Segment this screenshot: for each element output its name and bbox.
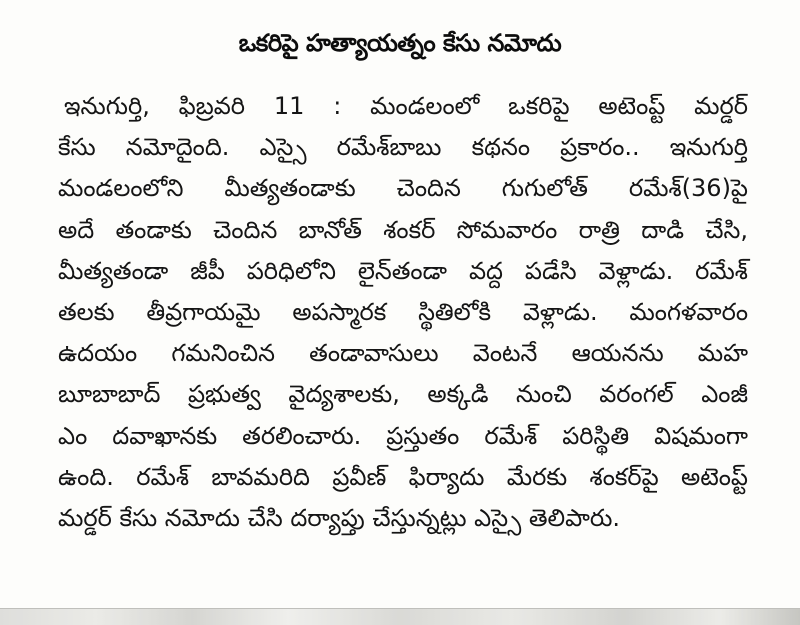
article-line: అదే తండాకు చెందిన బానోత్ శంకర్ సోమవారం రాత్రి దాడి చేసి,	[58, 215, 748, 244]
divider	[0, 608, 800, 609]
adjacent-photo-edge	[0, 608, 800, 625]
article-line: ఇనుగుర్తి, ఫిబ్రవరి 11 : మండలంలో ఒకరిపై అటెంప్ట్ మర్డర్	[64, 92, 748, 120]
article-line: ఉంది. రమేశ్ బావమరిది ప్రవీణ్ ఫిర్యాదు మేరకు శంకర్‌పై అటెంప్ట్	[58, 462, 748, 491]
article-line: తలకు తీవ్రగాయమై అపస్మారక స్థితిలోకి వెళ్లాడు. మంగళవారం	[58, 297, 748, 326]
article-line: మీత్యతండా జీపీ పరిధిలోని లైన్‌తండా వద్ద పడేసి వెళ్లాడు. రమేశ్	[58, 256, 748, 285]
article-line: ఎం దవాఖానకు తరలించారు. ప్రస్తుతం రమేశ్ పరిస్థితి విషమంగా	[58, 421, 748, 450]
article-line: ఉదయం గమనించిన తండావాసులు వెంటనే ఆయనను మహ	[58, 339, 748, 368]
article-line: మర్డర్ కేసు నమోదు చేసి దర్యాప్తు చేస్తున్నట్లు ఎస్సై తెలిపారు.	[58, 503, 621, 532]
article-line: కేసు నమోదైంది. ఎస్సై రమేశ్‌బాబు కథనం ప్రకారం.. ఇనుగుర్తి	[58, 133, 748, 162]
article-body	[58, 86, 748, 539]
article-line: మండలంలోని మీత్యతండాకు చెందిన గుగులోత్ రమేశ్(36)పై	[58, 174, 748, 203]
article-headline: ఒకరిపై హత్యాయత్నం కేసు నమోదు	[238, 29, 562, 57]
article-line: బూబాబాద్ ప్రభుత్వ వైద్యశాలకు, అక్కడి నుంచి వరంగల్ ఎంజీ	[58, 380, 748, 409]
